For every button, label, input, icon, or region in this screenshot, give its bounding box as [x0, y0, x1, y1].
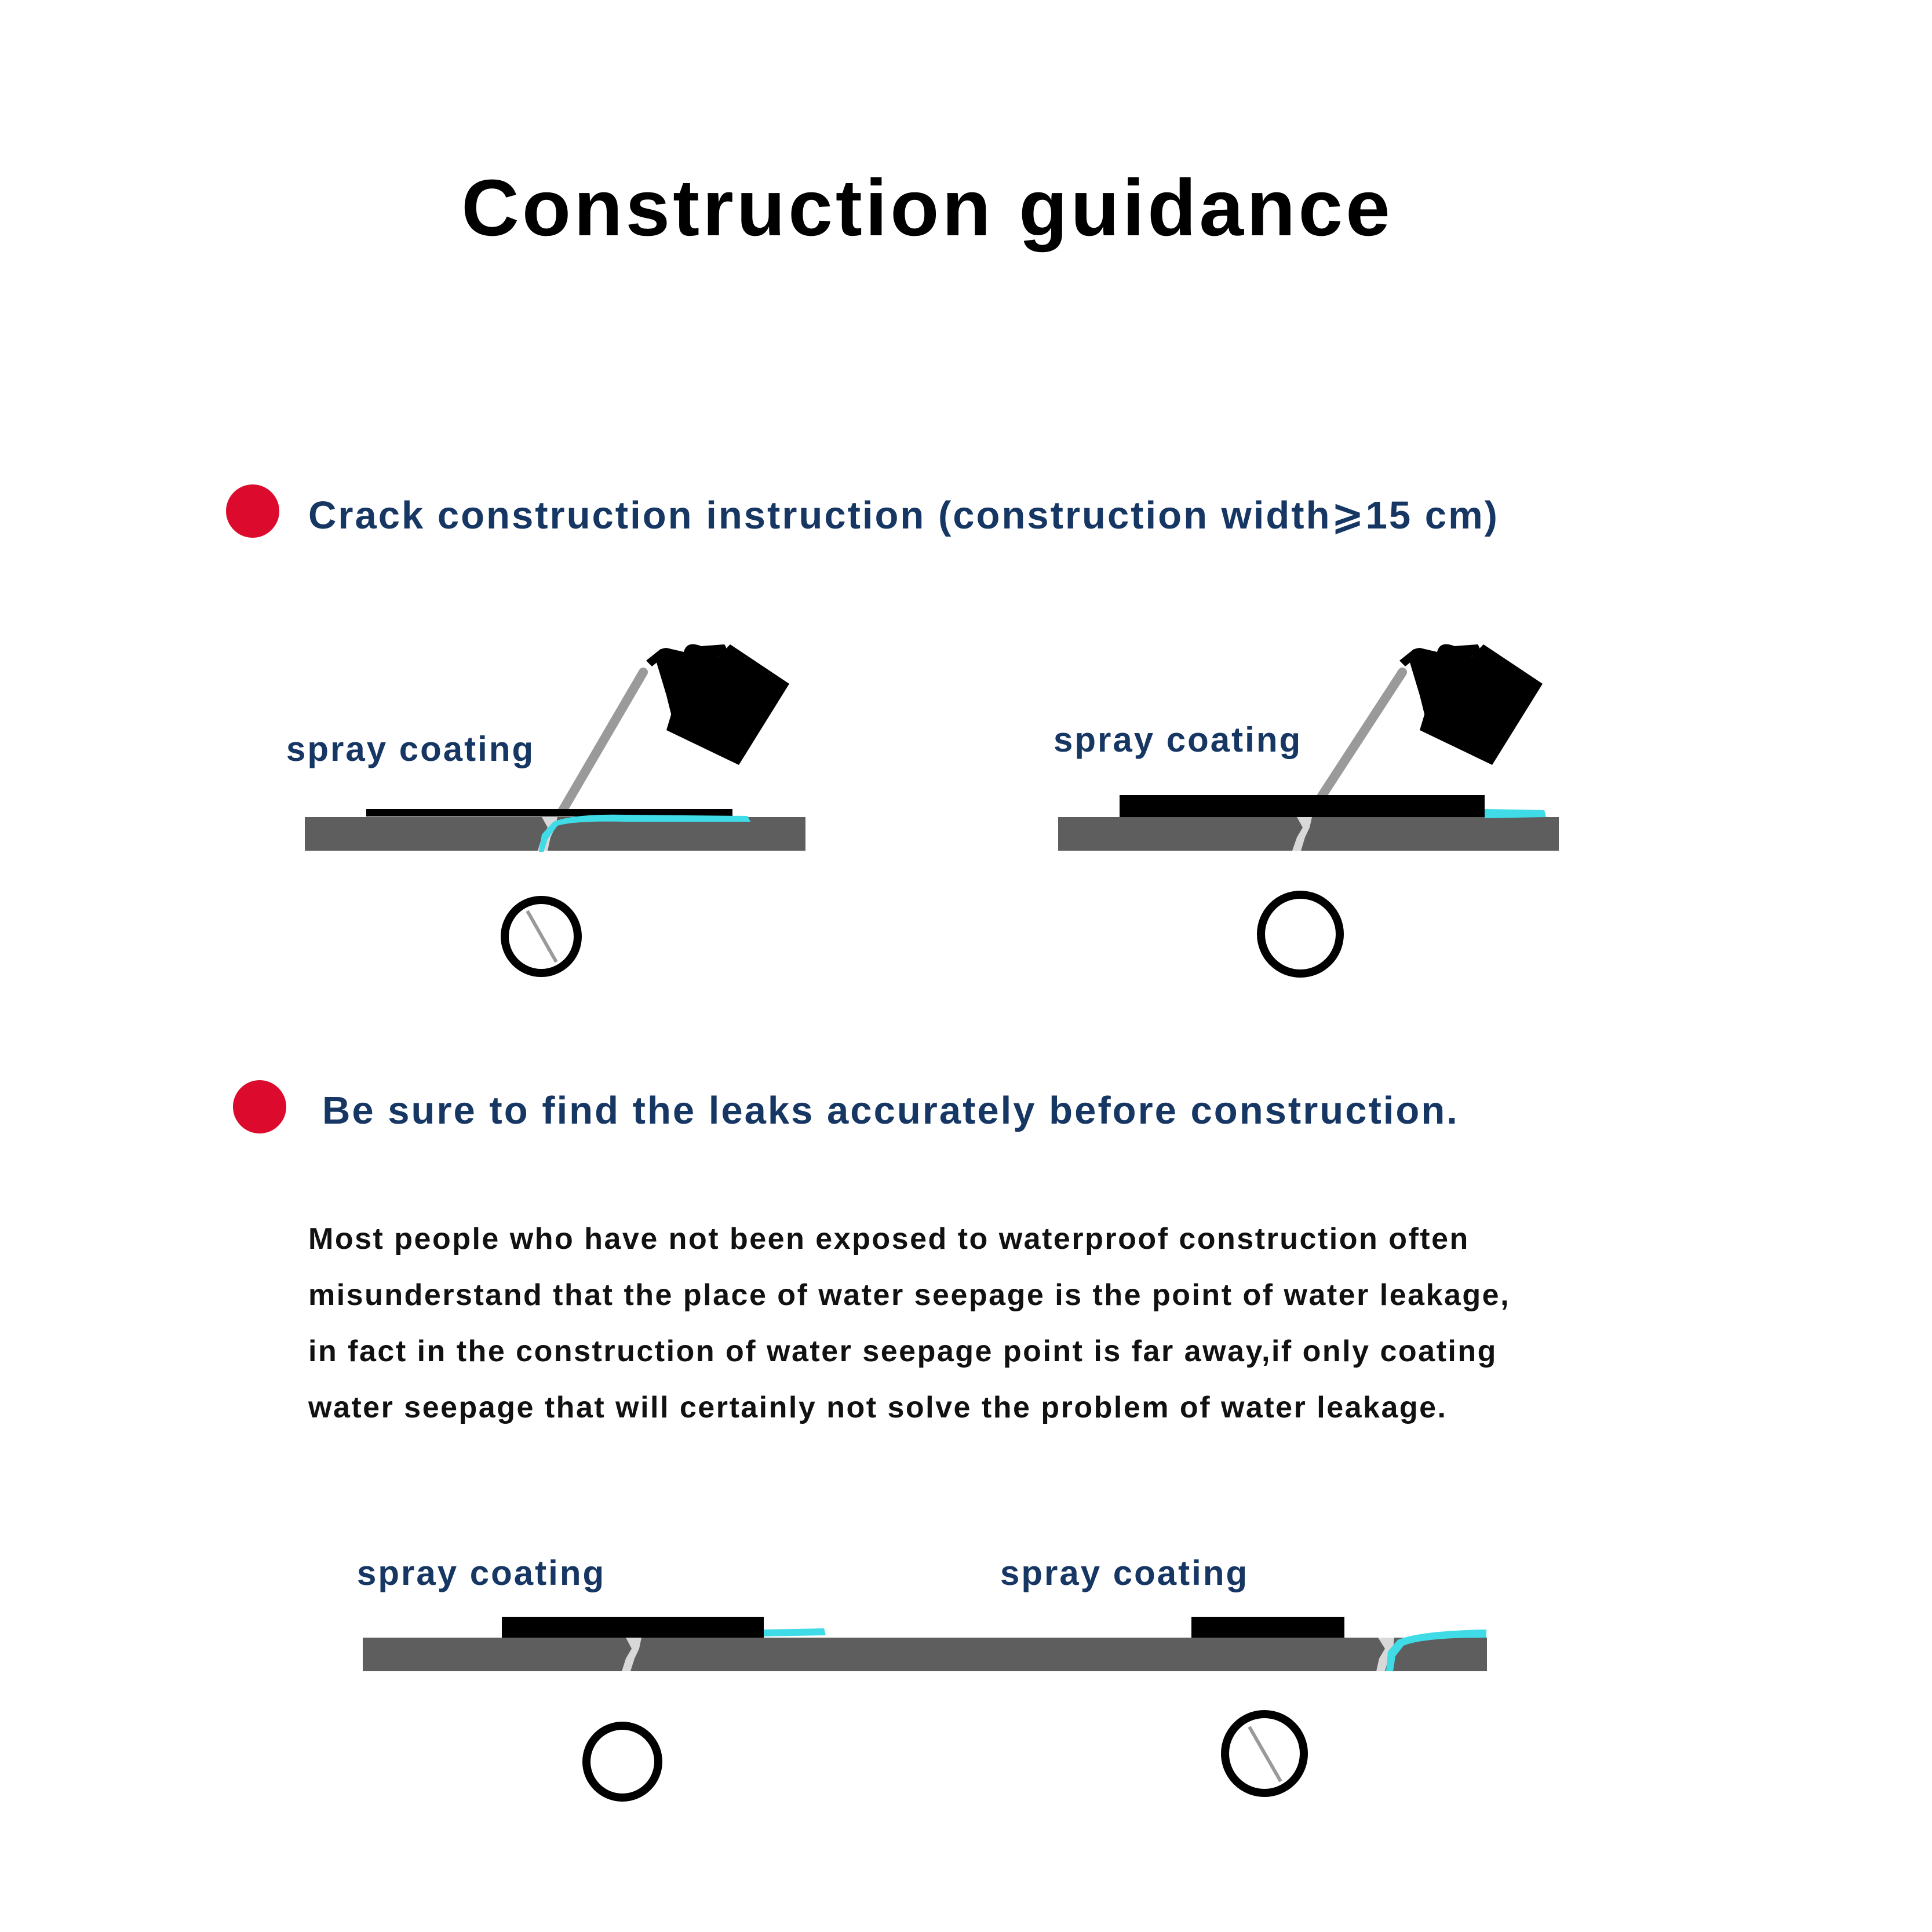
- diagram-3: [363, 1617, 1487, 1798]
- diagram-2: [1058, 644, 1559, 974]
- coating-layer: [1120, 795, 1485, 817]
- spray-stream: [562, 672, 643, 811]
- diagram-2-label: spray coating: [1054, 720, 1303, 759]
- body-line-2: misunderstand that the place of water seepage is the point of water leakage,: [308, 1278, 1511, 1312]
- body-line-3: in fact in the construction of water seepage point is far away,if only coating: [308, 1335, 1497, 1368]
- page-title: Construction guidance: [461, 163, 1393, 253]
- prohibited-circle-icon: [505, 900, 578, 973]
- water-seepage: [764, 1628, 826, 1636]
- diagram-3-label-2: spray coating: [1000, 1554, 1249, 1592]
- section-2-heading: Be sure to find the leaks accurately before construction.: [322, 1089, 1459, 1132]
- diagram-1: [305, 644, 805, 973]
- spray-can-icon: [1399, 644, 1543, 765]
- prohibited-circle-icon: [1225, 1714, 1304, 1793]
- coating-layer: [1191, 1617, 1344, 1638]
- diagram-1-label: spray coating: [286, 730, 535, 768]
- section-1-heading: Crack construction instruction (construction width⩾15 cm): [308, 494, 1499, 537]
- spray-stream: [1321, 672, 1402, 797]
- body-line-4: water seepage that will certainly not solve the problem of water leakage.: [308, 1391, 1448, 1424]
- water-seepage: [1485, 809, 1546, 818]
- concrete-slab: [363, 1638, 1487, 1671]
- body-line-1: Most people who have not been exposed to waterproof construction often: [308, 1222, 1470, 1256]
- spray-can-icon: [646, 644, 789, 765]
- coating-layer: [502, 1617, 764, 1638]
- correct-circle-icon: [1261, 895, 1340, 974]
- correct-circle-icon: [586, 1726, 658, 1798]
- diagram-3-label-1: spray coating: [357, 1554, 606, 1592]
